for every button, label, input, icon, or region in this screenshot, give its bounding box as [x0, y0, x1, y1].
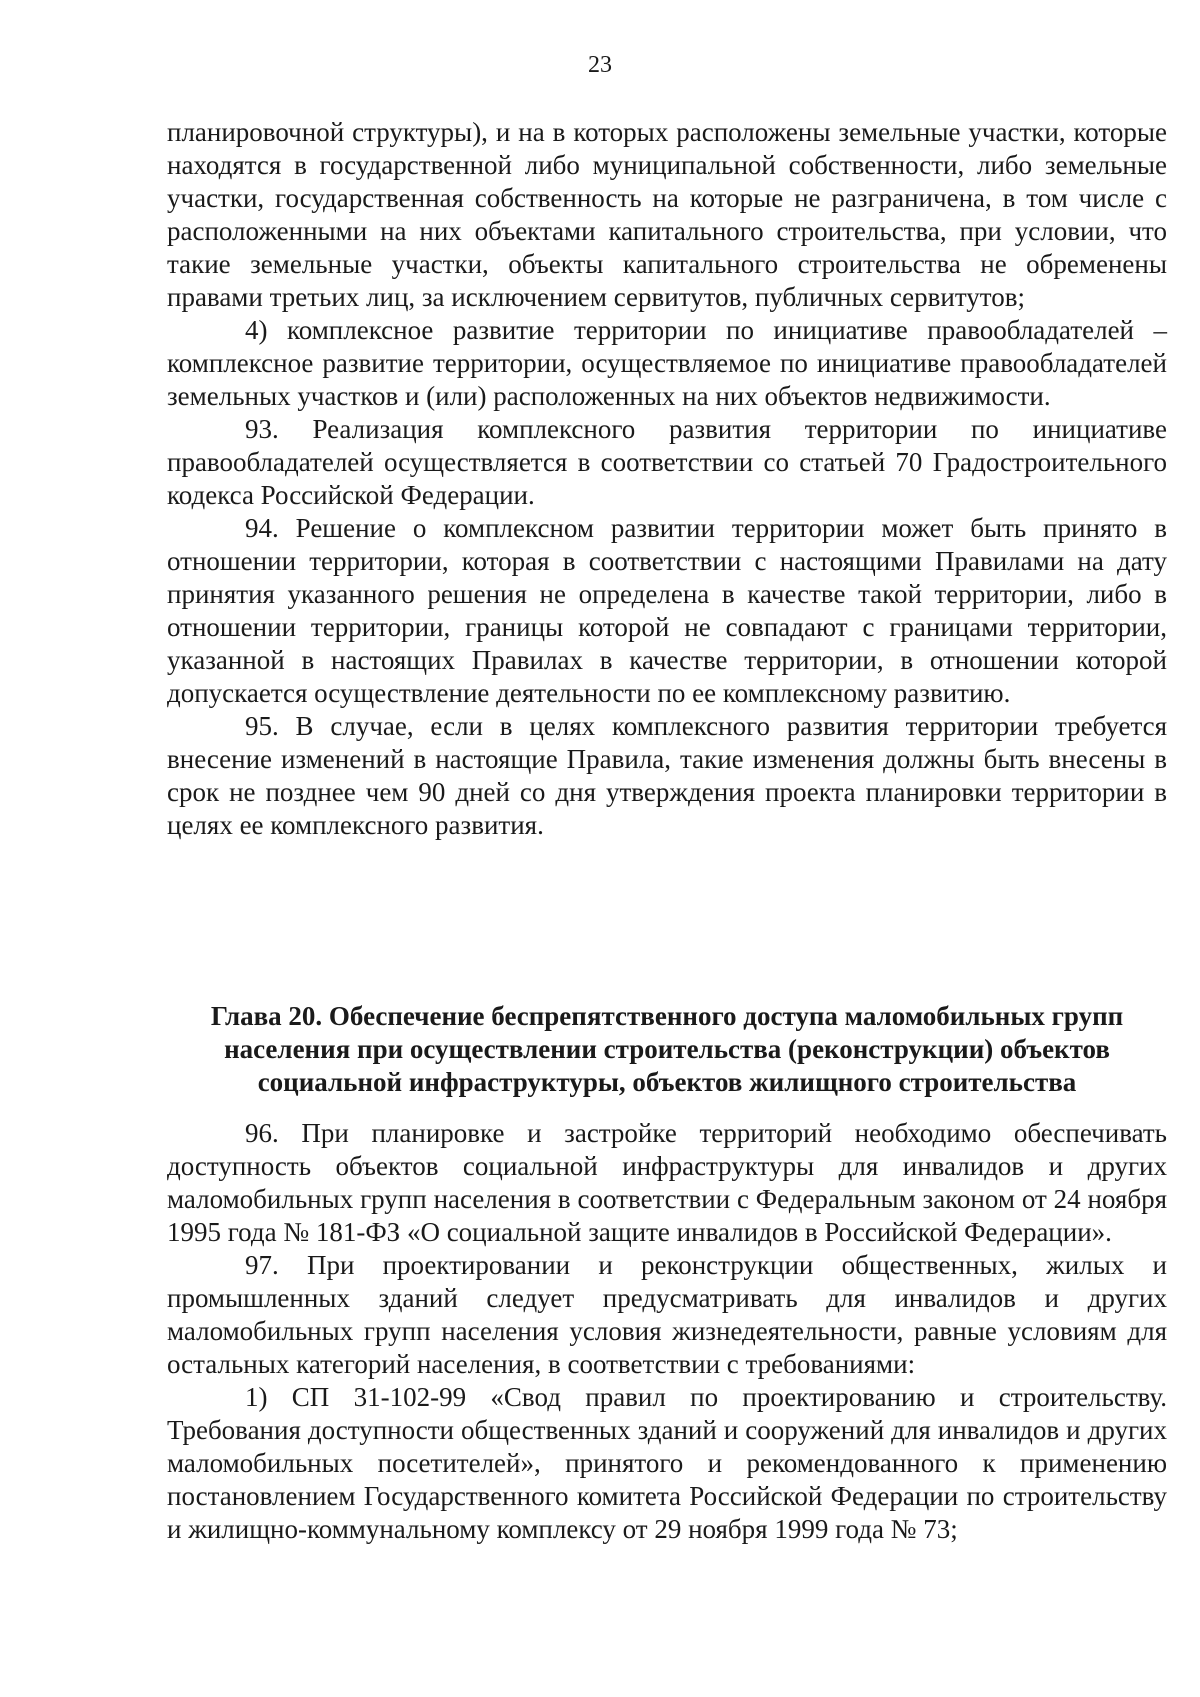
paragraph-97: 97. При проектировании и реконструкции общественных, жилых и промышленных зданий следует предусматривать для инвалидов и других маломобильных групп населения условия жизнедеятельности, равные условиям для остальных категорий населения, в соответствии с требованиями: [167, 1250, 1167, 1379]
paragraph-97-item-1: 1) СП 31-102-99 «Свод правил по проектированию и строительству. Требования доступности общественных зданий и сооружений для инвалидов и других маломобильных посетителей», принятого и рекомендованного к применению постановлением Государственного комитета Российской Федерации по строительству и жилищно-коммунальному комплексу от 29 ноября 1999 года № 73; [167, 1382, 1167, 1544]
chapter-heading: Глава 20. Обеспечение беспрепятственного доступа маломобильных групп населения при осуществлении строительства (реконструкции) объектов социальной инфраструктуры, объектов жилищного строительства [210, 1001, 1124, 1097]
page-number: 23 [588, 52, 612, 78]
paragraph-94: 94. Решение о комплексном развитии территории может быть принято в отношении территории, которая в соответствии с настоящими Правилами на дату принятия указанного решения не определена в качестве такой территории, либо в отношении территории, границы которой не совпадают с границами территории, указанной в настоящих Правилах в качестве территории, в отношении которой допускается осуществление деятельности по ее комплексному развитию. [167, 513, 1167, 708]
paragraph-95: 95. В случае, если в целях комплексного развития территории требуется внесение изменений в настоящие Правила, такие изменения должны быть внесены в срок не позднее чем 90 дней со дня утверждения проекта планировки территории в целях ее комплексного развития. [167, 711, 1167, 840]
paragraph-item-4: 4) комплексное развитие территории по инициативе правообладателей – комплексное развитие территории, осуществляемое по инициативе правообладателей земельных участков и (или) расположенных на них объектов недвижимости. [167, 315, 1167, 411]
chapter-section [167, 978, 1167, 1546]
document-body [167, 116, 1167, 842]
paragraph-96: 96. При планировке и застройке территорий необходимо обеспечивать доступность объектов социальной инфраструктуры для инвалидов и других маломобильных групп населения в соответствии с Федеральным законом от 24 ноября 1995 года № 181-ФЗ «О социальной защите инвалидов в Российской Федерации». [167, 1118, 1167, 1247]
paragraph-continuation: планировочной структуры), и на в которых расположены земельные участки, которые находятся в государственной либо муниципальной собственности, либо земельные участки, государственная собственность на которые не разграничена, в том числе с расположенными на них объектами капитального строительства, при условии, что такие земельные участки, объекты капитального строительства не обременены правами третьих лиц, за исключением сервитутов, публичных сервитутов; [167, 117, 1167, 312]
paragraph-93: 93. Реализация комплексного развития территории по инициативе правообладателей осуществляется в соответствии со статьей 70 Градостроительного кодекса Российской Федерации. [167, 414, 1167, 510]
